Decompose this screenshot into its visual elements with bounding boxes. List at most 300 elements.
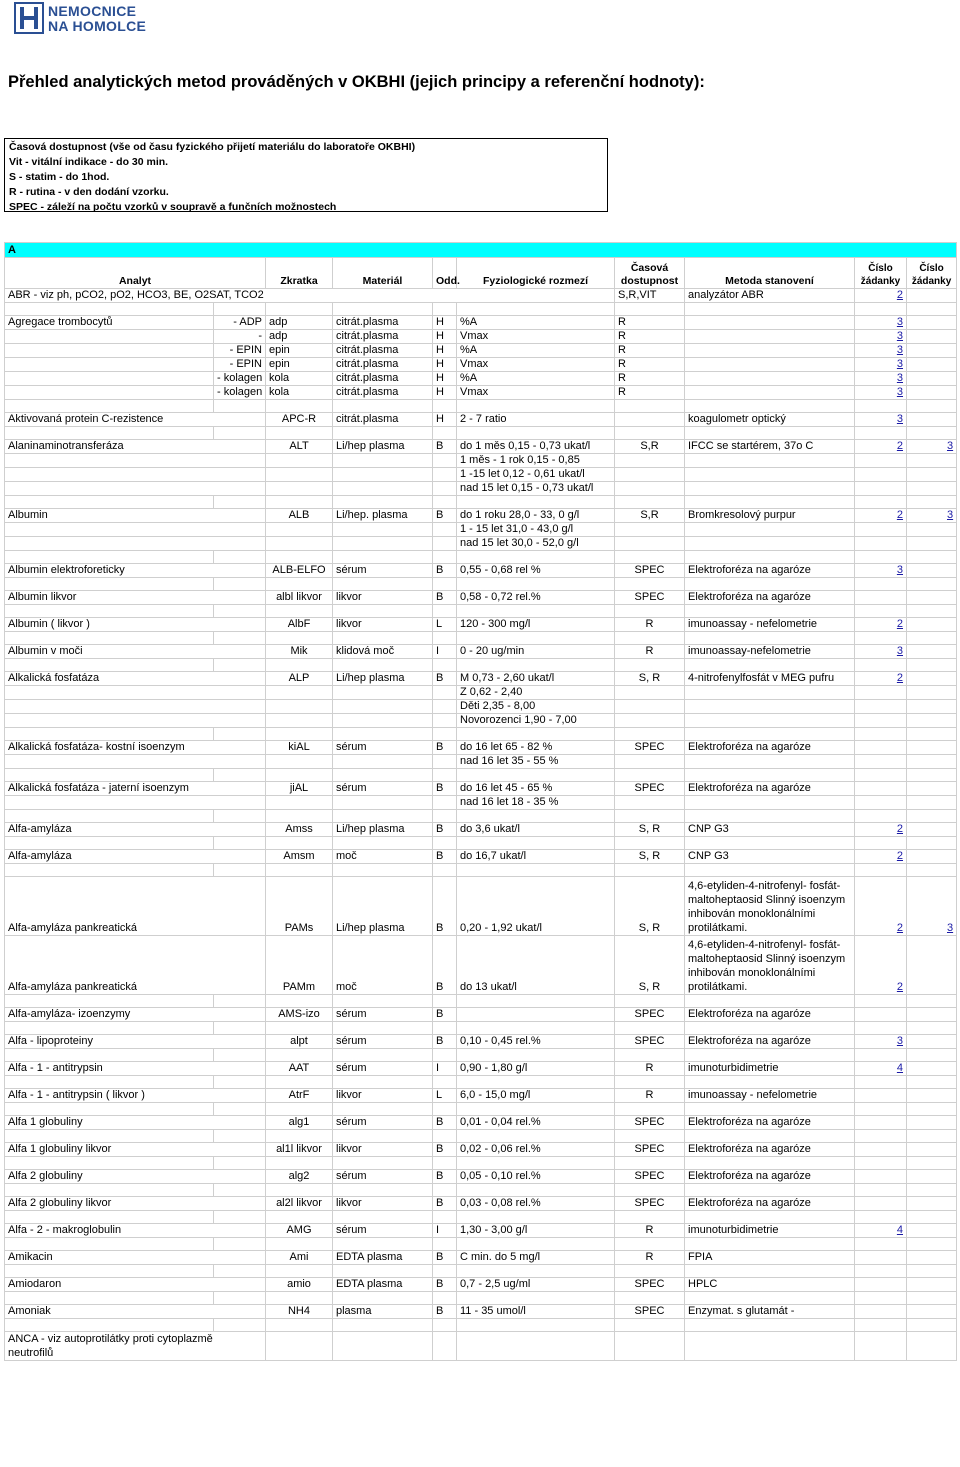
table-row xyxy=(5,645,957,659)
table-row xyxy=(5,413,957,427)
material-cell: likvor xyxy=(333,591,433,605)
empty-cell xyxy=(907,796,957,810)
spacer-row xyxy=(5,728,957,741)
empty-cell xyxy=(433,810,457,823)
empty-cell xyxy=(685,728,855,741)
zadanka-link[interactable]: 3 xyxy=(896,413,903,425)
empty-cell xyxy=(333,796,433,810)
empty-cell xyxy=(855,700,907,714)
table-row xyxy=(5,714,957,728)
cas-cell: SPEC xyxy=(615,1197,685,1211)
zadanka-link[interactable]: 4 xyxy=(896,1224,903,1236)
empty-cell xyxy=(685,1292,855,1305)
empty-cell xyxy=(266,1292,333,1305)
cislo-zadanky-cell xyxy=(855,741,907,755)
empty-cell xyxy=(907,358,957,372)
cislo-zadanky-cell[interactable] xyxy=(907,877,957,936)
material-cell: likvor xyxy=(333,1197,433,1211)
metoda-cell: Elektroforéza na agaróze xyxy=(685,1197,855,1211)
cislo-zadanky-cell xyxy=(907,850,957,864)
spacer-row xyxy=(5,769,957,782)
empty-cell xyxy=(214,837,266,850)
empty-cell xyxy=(5,700,266,714)
table-row xyxy=(5,1305,957,1319)
cislo-zadanky-cell[interactable] xyxy=(855,1035,907,1049)
empty-cell xyxy=(907,1076,957,1089)
spacer-row xyxy=(5,1076,957,1089)
cislo-zadanky-cell[interactable] xyxy=(855,509,907,523)
metoda-cell: imunoassay-nefelometrie xyxy=(685,645,855,659)
empty-cell xyxy=(685,810,855,823)
empty-cell xyxy=(855,1130,907,1143)
empty-cell xyxy=(266,632,333,645)
zadanka-link[interactable]: 2 xyxy=(896,618,903,630)
cislo-zadanky-cell[interactable] xyxy=(855,440,907,454)
fyz-cell xyxy=(457,1008,615,1022)
empty-cell xyxy=(333,837,433,850)
table-row-abr xyxy=(5,289,957,303)
empty-cell xyxy=(5,454,266,468)
empty-cell xyxy=(5,864,214,877)
empty-cell xyxy=(685,1022,855,1035)
spacer-row xyxy=(5,578,957,591)
empty-cell xyxy=(685,864,855,877)
empty-cell xyxy=(214,769,266,782)
analyt-cell: Alfa-amyláza pankreatická xyxy=(5,936,266,995)
table-row xyxy=(5,618,957,632)
odd-cell: H xyxy=(433,413,457,427)
table-row xyxy=(5,672,957,686)
zadanka-link[interactable]: 2 xyxy=(896,823,903,835)
spacer-row xyxy=(5,427,957,440)
metoda-cell: Elektroforéza na agaróze xyxy=(685,1008,855,1022)
material-cell: sérum xyxy=(333,1116,433,1130)
empty-cell xyxy=(433,1292,457,1305)
cislo-zadanky-cell[interactable] xyxy=(855,372,907,386)
empty-cell xyxy=(266,468,333,482)
odd-cell: B xyxy=(433,564,457,578)
fyz-cell: 1 měs - 1 rok 0,15 - 0,85 xyxy=(457,454,615,468)
zadanka-link[interactable]: 2 xyxy=(896,672,903,684)
cislo-zadanky-cell[interactable] xyxy=(855,936,907,995)
zadanka-link[interactable]: 3 xyxy=(946,922,954,934)
cislo-zadanky-cell[interactable] xyxy=(855,672,907,686)
legend-line: Vit - vitální indikace - do 30 min. xyxy=(9,156,169,168)
empty-cell xyxy=(907,454,957,468)
metoda-cell: Elektroforéza na agaróze xyxy=(685,1116,855,1130)
zadanka-link[interactable]: 3 xyxy=(896,372,903,384)
empty-cell xyxy=(333,605,433,618)
empty-cell xyxy=(433,605,457,618)
cislo-zadanky-cell[interactable] xyxy=(855,877,907,936)
empty-cell xyxy=(433,632,457,645)
zadanka-link[interactable]: 3 xyxy=(946,440,954,452)
empty-cell xyxy=(333,1157,433,1170)
cislo-zadanky-cell[interactable] xyxy=(855,413,907,427)
empty-cell xyxy=(855,728,907,741)
empty-cell xyxy=(457,1238,615,1251)
analyt-cell: Alfa 2 globuliny xyxy=(5,1170,266,1184)
empty-cell xyxy=(685,1130,855,1143)
odd-cell: H xyxy=(433,372,457,386)
empty-cell xyxy=(615,810,685,823)
empty-cell xyxy=(615,1265,685,1278)
zkratka-cell: AMG xyxy=(266,1224,333,1238)
cislo-zadanky-cell xyxy=(907,645,957,659)
empty-cell xyxy=(333,496,433,509)
empty-cell xyxy=(685,303,855,316)
material-cell: Li/hep. plasma xyxy=(333,509,433,523)
cas-cell: SPEC xyxy=(615,741,685,755)
empty-cell xyxy=(433,1076,457,1089)
material-cell: likvor xyxy=(333,1089,433,1103)
odd-cell: B xyxy=(433,1008,457,1022)
legend-line: S - statim - do 1hod. xyxy=(9,171,110,183)
zadanka-link[interactable]: 3 xyxy=(896,316,903,328)
empty-cell xyxy=(855,400,907,413)
metoda-cell: Elektroforéza na agaróze xyxy=(685,782,855,796)
cas-cell: S, R xyxy=(615,672,685,686)
fyz-cell: do 3,6 ukat/l xyxy=(457,823,615,837)
cas-cell: SPEC xyxy=(615,564,685,578)
empty-cell xyxy=(907,578,957,591)
cislo-zadanky-cell[interactable] xyxy=(855,645,907,659)
cislo-zadanky-cell xyxy=(907,1008,957,1022)
empty-cell xyxy=(333,482,433,496)
empty-cell xyxy=(685,1049,855,1062)
fyz-cell: 0,03 - 0,08 rel.% xyxy=(457,1197,615,1211)
cas-cell: R xyxy=(615,358,685,372)
empty-cell xyxy=(5,605,214,618)
empty-cell xyxy=(615,796,685,810)
abr-cislo[interactable] xyxy=(855,289,907,303)
metoda-cell xyxy=(685,316,855,330)
spacer-row xyxy=(5,605,957,618)
empty-cell xyxy=(5,1049,214,1062)
empty-cell xyxy=(685,1211,855,1224)
empty-cell xyxy=(266,1265,333,1278)
analyt-cell: Alkalická fosfatáza - jaterní isoenzym xyxy=(5,782,266,796)
zkratka-cell: ALB-ELFO xyxy=(266,564,333,578)
empty-cell xyxy=(457,1292,615,1305)
metoda-cell: HPLC xyxy=(685,1278,855,1292)
cislo-zadanky-cell[interactable] xyxy=(855,618,907,632)
zkratka-cell: AlbF xyxy=(266,618,333,632)
odd-cell: B xyxy=(433,936,457,995)
empty-cell xyxy=(5,769,214,782)
zkratka-cell: alg2 xyxy=(266,1170,333,1184)
zadanka-link[interactable]: 2 xyxy=(896,850,903,862)
odd-cell: I xyxy=(433,1224,457,1238)
table-row xyxy=(5,823,957,837)
empty-cell xyxy=(266,303,333,316)
empty-cell xyxy=(615,1157,685,1170)
zadanka-link[interactable]: 3 xyxy=(946,509,954,521)
empty-cell xyxy=(615,537,685,551)
cislo-zadanky-cell[interactable] xyxy=(855,344,907,358)
empty-cell xyxy=(5,578,214,591)
empty-cell xyxy=(855,537,907,551)
empty-cell xyxy=(266,700,333,714)
table-row xyxy=(5,482,957,496)
fyz-cell: 2 - 7 ratio xyxy=(457,413,615,427)
material-cell: plasma xyxy=(333,1305,433,1319)
page-title: Přehled analytických metod prováděných v OKBHI (jejich principy a referenční hodnoty): xyxy=(8,73,705,91)
empty-cell xyxy=(266,1022,333,1035)
cislo-zadanky-cell xyxy=(907,564,957,578)
empty-cell xyxy=(266,728,333,741)
empty-cell xyxy=(855,482,907,496)
empty-cell xyxy=(457,1265,615,1278)
analyt-cell xyxy=(5,330,214,344)
empty-cell xyxy=(5,523,266,537)
zadanka-link[interactable]: 3 xyxy=(896,330,903,342)
material-cell: citrát.plasma xyxy=(333,372,433,386)
zkratka-cell: Mik xyxy=(266,645,333,659)
analyt-cell xyxy=(5,358,214,372)
cas-cell: S, R xyxy=(615,877,685,936)
empty-cell xyxy=(457,400,615,413)
header-analyt: Analyt xyxy=(5,258,266,289)
empty-cell xyxy=(333,454,433,468)
cislo-zadanky-cell xyxy=(855,1305,907,1319)
empty-cell xyxy=(457,810,615,823)
empty-cell xyxy=(907,303,957,316)
empty-cell xyxy=(433,714,457,728)
empty-cell xyxy=(214,1319,266,1332)
odd-cell: B xyxy=(433,1143,457,1157)
table-row xyxy=(5,782,957,796)
empty-cell xyxy=(433,659,457,672)
cas-cell: S, R xyxy=(615,936,685,995)
fyz-cell: nad 16 let 18 - 35 % xyxy=(457,796,615,810)
spacer-row xyxy=(5,303,957,316)
fyz-cell: 120 - 300 mg/l xyxy=(457,618,615,632)
empty-cell xyxy=(615,1238,685,1251)
cislo-zadanky-cell[interactable] xyxy=(855,564,907,578)
cislo-zadanky-cell xyxy=(907,1062,957,1076)
zadanka-link[interactable]: 3 xyxy=(896,645,903,657)
analyt-cell: Alfa - 2 - makroglobulin xyxy=(5,1224,266,1238)
empty-cell xyxy=(685,1076,855,1089)
empty-cell xyxy=(855,864,907,877)
cas-cell xyxy=(615,413,685,427)
empty-cell xyxy=(685,659,855,672)
cislo-zadanky-cell[interactable] xyxy=(855,358,907,372)
zkratka-cell: kola xyxy=(266,372,333,386)
cislo-zadanky-cell[interactable] xyxy=(855,330,907,344)
cislo-zadanky-cell[interactable] xyxy=(855,1224,907,1238)
empty-cell xyxy=(615,1332,685,1361)
cas-cell: SPEC xyxy=(615,1305,685,1319)
empty-cell xyxy=(855,1292,907,1305)
material-cell: Li/hep plasma xyxy=(333,672,433,686)
zadanka-link[interactable]: 2 xyxy=(896,922,903,934)
odd-cell: B xyxy=(433,1116,457,1130)
empty-cell xyxy=(433,427,457,440)
analyt-cell: Alkalická fosfatáza- kostní isoenzym xyxy=(5,741,266,755)
table-row xyxy=(5,1143,957,1157)
cislo-zadanky-cell xyxy=(855,1089,907,1103)
empty-cell xyxy=(907,427,957,440)
cislo-zadanky-cell[interactable] xyxy=(907,440,957,454)
empty-cell xyxy=(855,551,907,564)
empty-cell xyxy=(333,1049,433,1062)
spacer-row xyxy=(5,995,957,1008)
cislo-zadanky-cell[interactable] xyxy=(855,823,907,837)
cislo-zadanky-cell xyxy=(855,1170,907,1184)
zkratka-cell: AMS-izo xyxy=(266,1008,333,1022)
empty-cell xyxy=(907,1292,957,1305)
empty-cell xyxy=(5,659,214,672)
empty-cell xyxy=(214,728,266,741)
analyt-cell: Aktivovaná protein C-rezistence xyxy=(5,413,266,427)
empty-cell xyxy=(457,1022,615,1035)
empty-cell xyxy=(266,578,333,591)
empty-cell xyxy=(855,1265,907,1278)
empty-cell xyxy=(907,1157,957,1170)
empty-cell xyxy=(907,1022,957,1035)
zadanka-link[interactable]: 2 xyxy=(896,289,903,301)
empty-cell xyxy=(457,632,615,645)
empty-cell xyxy=(266,755,333,769)
zkratka-cell: AAT xyxy=(266,1062,333,1076)
empty-cell xyxy=(685,1332,855,1361)
spacer-row xyxy=(5,1238,957,1251)
zadanka-link[interactable]: 3 xyxy=(896,344,903,356)
empty-cell xyxy=(855,837,907,850)
zadanka-link[interactable]: 4 xyxy=(896,1062,903,1074)
empty-cell xyxy=(855,632,907,645)
empty-cell xyxy=(907,289,957,303)
empty-cell xyxy=(685,454,855,468)
cas-cell: R xyxy=(615,645,685,659)
empty-cell xyxy=(433,1184,457,1197)
zadanka-link[interactable]: 2 xyxy=(896,509,903,521)
zadanka-link[interactable]: 3 xyxy=(896,1035,903,1047)
empty-cell xyxy=(855,496,907,509)
empty-cell xyxy=(333,578,433,591)
empty-cell xyxy=(907,344,957,358)
empty-cell xyxy=(855,1332,907,1361)
cislo-zadanky-cell[interactable] xyxy=(907,509,957,523)
empty-cell xyxy=(5,1103,214,1116)
empty-cell xyxy=(433,1332,457,1361)
abr-metoda: analyzátor ABR xyxy=(685,289,855,303)
empty-cell xyxy=(266,810,333,823)
zkratka-cell: adp xyxy=(266,316,333,330)
header-cas-line1: Časová xyxy=(630,262,669,274)
empty-cell xyxy=(433,1265,457,1278)
empty-cell xyxy=(685,755,855,769)
empty-cell xyxy=(333,1076,433,1089)
empty-cell xyxy=(907,551,957,564)
empty-cell xyxy=(433,1022,457,1035)
odd-cell: H xyxy=(433,344,457,358)
header-cislo-zadanky-1 xyxy=(855,258,907,289)
cislo-zadanky-cell xyxy=(907,1224,957,1238)
zadanka-link[interactable]: 2 xyxy=(896,981,903,993)
zadanka-link[interactable]: 3 xyxy=(896,564,903,576)
cas-cell: S,R xyxy=(615,509,685,523)
empty-cell xyxy=(333,537,433,551)
empty-cell xyxy=(266,427,333,440)
metoda-cell xyxy=(685,358,855,372)
empty-cell xyxy=(5,714,266,728)
header-c1-line1: Číslo xyxy=(868,263,893,274)
cislo-zadanky-cell xyxy=(907,1035,957,1049)
empty-cell xyxy=(907,1103,957,1116)
empty-cell xyxy=(685,686,855,700)
empty-cell xyxy=(266,1332,333,1361)
fyz-cell: %A xyxy=(457,344,615,358)
empty-cell xyxy=(5,1265,214,1278)
empty-cell xyxy=(5,1076,214,1089)
empty-cell xyxy=(615,755,685,769)
zkratka-cell: ALP xyxy=(266,672,333,686)
cislo-zadanky-cell[interactable] xyxy=(855,386,907,400)
zadanka-link[interactable]: 3 xyxy=(896,386,903,398)
empty-cell xyxy=(615,303,685,316)
empty-cell xyxy=(5,482,266,496)
material-cell: Li/hep plasma xyxy=(333,823,433,837)
fyz-cell: do 1 roku 28,0 - 33, 0 g/l xyxy=(457,509,615,523)
empty-cell xyxy=(685,551,855,564)
spacer-row xyxy=(5,837,957,850)
spacer-row xyxy=(5,1130,957,1143)
empty-cell xyxy=(685,796,855,810)
fyz-cell: 1,30 - 3,00 g/l xyxy=(457,1224,615,1238)
table-row xyxy=(5,386,957,400)
zkratka-cell: al2l likvor xyxy=(266,1197,333,1211)
odd-cell: B xyxy=(433,1170,457,1184)
empty-cell xyxy=(5,1211,214,1224)
header-zkratka: Zkratka xyxy=(266,258,333,289)
odd-cell: B xyxy=(433,1278,457,1292)
empty-cell xyxy=(214,1238,266,1251)
spacer-row xyxy=(5,1319,957,1332)
zadanka-link[interactable]: 2 xyxy=(896,440,903,452)
material-cell: citrát.plasma xyxy=(333,316,433,330)
anca-line-1: ANCA - viz autoprotilátky proti cytoplazmě xyxy=(8,1333,213,1345)
empty-cell xyxy=(433,1319,457,1332)
cislo-zadanky-cell[interactable] xyxy=(855,850,907,864)
empty-cell xyxy=(615,605,685,618)
zkratka-cell: amio xyxy=(266,1278,333,1292)
cislo-zadanky-cell xyxy=(907,672,957,686)
cas-cell: R xyxy=(615,1224,685,1238)
material-cell: klidová moč xyxy=(333,645,433,659)
empty-cell xyxy=(615,728,685,741)
zkratka-cell: APC-R xyxy=(266,413,333,427)
odd-cell: B xyxy=(433,741,457,755)
empty-cell xyxy=(907,372,957,386)
metoda-cell: Elektroforéza na agaróze xyxy=(685,1170,855,1184)
zkratka-cell: adp xyxy=(266,330,333,344)
analyt-cell: Alkalická fosfatáza xyxy=(5,672,266,686)
metoda-cell: IFCC se startérem, 37o C xyxy=(685,440,855,454)
empty-cell xyxy=(214,810,266,823)
table-row xyxy=(5,1008,957,1022)
odd-cell: B xyxy=(433,1035,457,1049)
empty-cell xyxy=(907,496,957,509)
empty-cell xyxy=(907,837,957,850)
cislo-zadanky-cell[interactable] xyxy=(855,1062,907,1076)
zadanka-link[interactable]: 3 xyxy=(896,358,903,370)
empty-cell xyxy=(266,1211,333,1224)
zkratka-cell: alpt xyxy=(266,1035,333,1049)
cislo-zadanky-cell[interactable] xyxy=(855,316,907,330)
